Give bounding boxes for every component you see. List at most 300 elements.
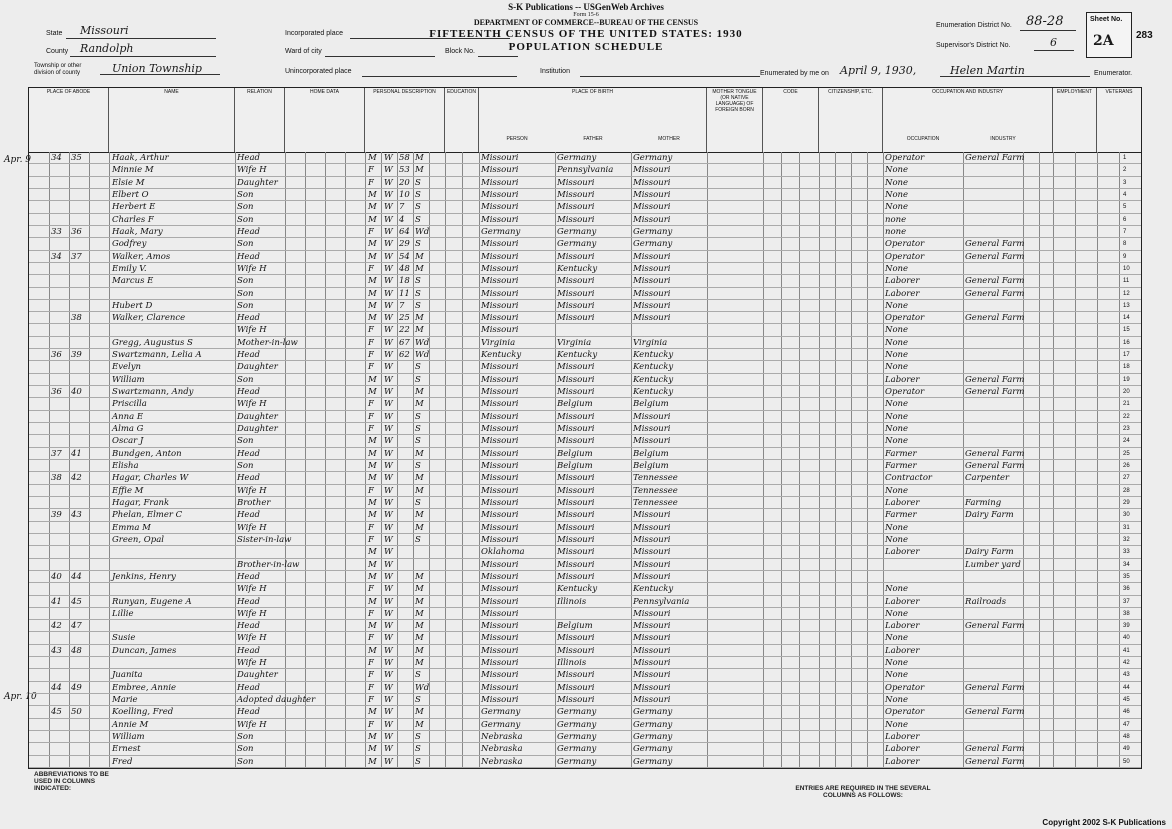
person-name: Elisha (112, 461, 139, 471)
age (399, 620, 413, 632)
population-table (28, 87, 1142, 769)
marital-status: M (415, 707, 424, 718)
race: W (384, 695, 393, 706)
dwelling-number: 41 (51, 596, 62, 607)
birthplace: Missouri (481, 608, 519, 619)
census-title: FIFTEENTH CENSUS OF THE UNITED STATES: 1930 (429, 28, 743, 40)
mother-birthplace: Germany (633, 239, 673, 250)
line-number: 27 (1123, 475, 1130, 482)
mother-birthplace: Germany (633, 153, 673, 163)
industry: General Farm (965, 251, 1025, 262)
mother-birthplace: Virginia (633, 337, 668, 348)
person-name: Koelling, Fred (112, 707, 174, 718)
occupation: None (885, 485, 909, 496)
person-name: Swartzmann, Lelia A (112, 350, 202, 361)
family-number (71, 337, 88, 349)
sex: M (368, 707, 377, 718)
industry: General Farm (965, 756, 1025, 767)
relation: Wife H (237, 658, 267, 669)
race: W (384, 337, 393, 348)
mother-birthplace: Germany (633, 707, 673, 718)
birthplace: Missouri (481, 522, 519, 533)
copyright: Copyright 2002 S-K Publications (1042, 818, 1166, 827)
father-birthplace: Germany (557, 226, 597, 237)
industry (965, 719, 1023, 731)
relation: Daughter (237, 670, 278, 681)
sex: M (368, 436, 377, 447)
sex: M (368, 251, 377, 262)
mother-birthplace: Germany (633, 732, 673, 743)
dwelling-number (51, 731, 68, 743)
father-birthplace: Missouri (557, 522, 595, 533)
relation: Head (237, 473, 260, 484)
relation: Head (237, 251, 260, 262)
person-name: Lillie (112, 608, 134, 619)
line-number: 37 (1123, 598, 1130, 605)
mother-birthplace: Missouri (633, 608, 671, 619)
abbreviations-title: ABBREVIATIONS TO BE USED IN COLUMNS INDICATED: (34, 771, 109, 792)
dwelling-number (51, 423, 68, 435)
father-birthplace: Belgium (557, 621, 593, 632)
person-name: Effie M (112, 485, 144, 496)
family-number (71, 608, 88, 620)
relation: Head (237, 313, 260, 324)
family-number (71, 546, 88, 558)
person-name: Elbert O (112, 189, 149, 200)
dwelling-number (51, 743, 68, 755)
age (399, 398, 413, 410)
sex: M (368, 732, 377, 743)
line-number: 20 (1123, 389, 1130, 396)
relation: Daughter (237, 424, 278, 435)
entries-title: ENTRIES ARE REQUIRED IN THE SEVERAL COLUMNS AS FOLLOWS: (795, 785, 931, 799)
sex: M (368, 239, 377, 250)
race: W (384, 239, 393, 250)
dwelling-number: 44 (51, 682, 62, 693)
industry (965, 411, 1023, 423)
occupation: Operator (885, 682, 925, 693)
family-number (71, 189, 88, 201)
mother-birthplace: Missouri (633, 670, 671, 681)
race: W (384, 251, 393, 262)
mother-birthplace: Missouri (633, 571, 671, 582)
occupation: None (885, 411, 909, 422)
age (399, 534, 413, 546)
birthplace: Missouri (481, 645, 519, 656)
relation: Wife H (237, 633, 267, 644)
state-value: Missouri (80, 24, 129, 37)
marital-status: M (415, 263, 424, 274)
line-number: 41 (1123, 647, 1130, 654)
marital-status: M (415, 621, 424, 632)
table-row (29, 312, 1141, 324)
age: 22 (399, 325, 410, 336)
father-birthplace: Missouri (557, 202, 595, 213)
table-row (29, 472, 1141, 484)
person-name: Emma M (112, 522, 151, 533)
age: 7 (399, 202, 405, 213)
race: W (384, 547, 393, 558)
father-birthplace: Missouri (557, 214, 595, 225)
relation: Daughter (237, 177, 278, 188)
age: 18 (399, 276, 410, 287)
family-number: 45 (71, 596, 82, 607)
birthplace: Missouri (481, 695, 519, 706)
township-label: Township or other division of county (34, 63, 82, 76)
mother-birthplace: Belgium (633, 448, 669, 459)
mother-birthplace: Missouri (633, 534, 671, 545)
dwelling-number (51, 435, 68, 447)
ed-label: Enumeration District No. (936, 22, 1012, 29)
header-place-of-abode: PLACE OF ABODE (29, 88, 109, 152)
sex: F (368, 337, 374, 348)
race: W (384, 658, 393, 669)
mother-birthplace: Missouri (633, 276, 671, 287)
table-row (29, 226, 1141, 238)
line-number: 13 (1123, 302, 1130, 309)
dwelling-number (51, 275, 68, 287)
table-row (29, 361, 1141, 373)
table-row (29, 596, 1141, 608)
family-number (71, 423, 88, 435)
father-birthplace: Germany (557, 719, 597, 730)
race: W (384, 461, 393, 471)
birthplace: Missouri (481, 633, 519, 644)
birthplace: Missouri (481, 362, 519, 373)
person-name (112, 657, 234, 669)
industry (965, 571, 1023, 583)
race: W (384, 596, 393, 607)
birthplace: Missouri (481, 251, 519, 262)
family-number: 47 (71, 621, 82, 632)
father-birthplace: Germany (557, 744, 597, 755)
family-number (71, 238, 88, 250)
person-name (112, 324, 234, 336)
age (399, 522, 413, 534)
sex: F (368, 177, 374, 188)
marital-status: S (415, 534, 421, 545)
birthplace: Missouri (481, 485, 519, 496)
person-name: Godfrey (112, 239, 147, 250)
marital-status: M (415, 399, 424, 410)
sex: M (368, 596, 377, 607)
relation: Head (237, 510, 260, 521)
person-name: Duncan, James (112, 645, 177, 656)
occupation: Laborer (885, 621, 920, 632)
line-number: 1 (1123, 155, 1127, 161)
dwelling-number: 36 (51, 350, 62, 361)
industry (965, 263, 1023, 275)
mother-birthplace: Germany (633, 744, 673, 755)
father-birthplace: Missouri (557, 534, 595, 545)
sex: F (368, 165, 374, 176)
industry: General Farm (965, 682, 1025, 693)
father-birthplace: Missouri (557, 251, 595, 262)
person-name: William (112, 732, 145, 743)
relation: Head (237, 350, 260, 361)
family-number (71, 263, 88, 275)
birthplace: Missouri (481, 670, 519, 681)
birthplace: Missouri (481, 448, 519, 459)
race: W (384, 214, 393, 225)
mother-birthplace: Missouri (633, 436, 671, 447)
industry: Farming (965, 497, 1002, 508)
age (399, 435, 413, 447)
birthplace: Missouri (481, 387, 519, 398)
line-number: 9 (1123, 253, 1127, 260)
person-name: Charles F (112, 214, 154, 225)
birthplace: Missouri (481, 325, 519, 336)
mother-birthplace: Missouri (633, 547, 671, 558)
industry (965, 398, 1023, 410)
person-name: Alma G (112, 424, 144, 435)
sex: F (368, 719, 374, 730)
occupation: None (885, 534, 909, 545)
person-name: Hubert D (112, 300, 153, 311)
race: W (384, 436, 393, 447)
margin-date-1: Apr. 9 (4, 155, 32, 165)
sex: F (368, 608, 374, 619)
person-name: William (112, 374, 145, 385)
table-row (29, 398, 1141, 410)
mother-birthplace: Belgium (633, 461, 669, 471)
line-number: 8 (1123, 241, 1127, 248)
dwelling-number (51, 694, 68, 706)
person-name: Susie (112, 633, 136, 644)
age (399, 546, 413, 558)
marital-status: S (415, 670, 421, 681)
table-row (29, 448, 1141, 460)
industry (965, 423, 1023, 435)
birthplace: Missouri (481, 621, 519, 632)
family-number: 49 (71, 682, 82, 693)
race: W (384, 719, 393, 730)
person-name: Bundgen, Anton (112, 448, 182, 459)
age (399, 448, 413, 460)
dwelling-number (51, 497, 68, 509)
header-education: EDUCATION (445, 88, 479, 152)
page-stamp: 283 (1136, 30, 1153, 41)
mother-birthplace: Germany (633, 226, 673, 237)
person-name (112, 559, 234, 571)
person-name: Fred (112, 756, 133, 767)
person-name: Haak, Mary (112, 226, 163, 237)
race: W (384, 374, 393, 385)
dwelling-number (51, 164, 68, 176)
age (399, 657, 413, 669)
line-number: 2 (1123, 167, 1127, 174)
header-mother-tongue: MOTHER TONGUE (OR NATIVE LANGUAGE) OF FOREIGN BORN (707, 88, 763, 152)
industry: General Farm (965, 239, 1025, 250)
person-name: Hagar, Charles W (112, 473, 189, 484)
sex: M (368, 153, 377, 163)
table-row (29, 706, 1141, 718)
line-number: 3 (1123, 179, 1127, 186)
dwelling-number (51, 177, 68, 189)
birthplace: Missouri (481, 584, 519, 595)
father-birthplace: Missouri (557, 497, 595, 508)
father-birthplace: Missouri (557, 547, 595, 558)
sex: M (368, 473, 377, 484)
line-number: 44 (1123, 684, 1130, 691)
family-number (71, 719, 88, 731)
birthplace: Missouri (481, 571, 519, 582)
occupation: none (885, 214, 907, 225)
line-number: 22 (1123, 413, 1130, 420)
table-row (29, 189, 1141, 201)
line-number: 14 (1123, 315, 1130, 322)
industry: General Farm (965, 621, 1025, 632)
line-number: 15 (1123, 327, 1130, 334)
table-row (29, 669, 1141, 681)
father-birthplace: Belgium (557, 461, 593, 471)
age: 29 (399, 239, 410, 250)
marital-status: S (415, 177, 421, 188)
dwelling-number (51, 546, 68, 558)
mother-birthplace: Kentucky (633, 374, 674, 385)
marital-status: S (415, 732, 421, 743)
dwelling-number (51, 361, 68, 373)
relation: Wife H (237, 263, 267, 274)
industry (965, 522, 1023, 534)
department-line: DEPARTMENT OF COMMERCE--BUREAU OF THE CENSUS (473, 18, 699, 27)
race: W (384, 325, 393, 336)
dwelling-number: 34 (51, 153, 62, 163)
occupation: Farmer (885, 448, 917, 459)
relation: Head (237, 596, 260, 607)
dwelling-number (51, 214, 68, 226)
dwelling-number (51, 719, 68, 731)
header-personal-description: PERSONAL DESCRIPTION (365, 88, 445, 152)
occupation: Laborer (885, 756, 920, 767)
person-name: Hagar, Frank (112, 497, 170, 508)
age (399, 386, 413, 398)
age: 67 (399, 337, 410, 348)
birthplace: Missouri (481, 534, 519, 545)
person-name: Swartzmann, Andy (112, 387, 194, 398)
table-row (29, 300, 1141, 312)
sex: F (368, 522, 374, 533)
line-number: 35 (1123, 573, 1130, 580)
marital-status: M (415, 596, 424, 607)
table-row (29, 435, 1141, 447)
race: W (384, 263, 393, 274)
sex: M (368, 497, 377, 508)
father-birthplace: Missouri (557, 559, 595, 570)
block-label: Block No. (445, 48, 475, 55)
header-person: PERSON (506, 136, 528, 142)
header-place-of-birth (479, 88, 707, 152)
industry (965, 645, 1023, 657)
age: 64 (399, 226, 410, 237)
table-row (29, 201, 1141, 213)
birthplace: Missouri (481, 436, 519, 447)
race: W (384, 313, 393, 324)
table-row (29, 756, 1141, 768)
race: W (384, 177, 393, 188)
line-number: 50 (1123, 758, 1130, 765)
dwelling-number (51, 632, 68, 644)
dwelling-number: 39 (51, 510, 62, 521)
header-veterans: VETERANS (1105, 89, 1133, 95)
sex: F (368, 399, 374, 410)
occupation: Laborer (885, 732, 920, 743)
line-number: 10 (1123, 265, 1130, 272)
sd-label: Supervisor's District No. (936, 42, 1011, 49)
marital-status (415, 559, 429, 571)
family-number (71, 669, 88, 681)
state-label: State (46, 30, 63, 37)
occupation: None (885, 436, 909, 447)
father-birthplace (557, 324, 630, 336)
enumerator-label: Enumerator. (1094, 70, 1133, 77)
race: W (384, 682, 393, 693)
marital-status: S (415, 695, 421, 706)
mother-birthplace: Missouri (633, 621, 671, 632)
family-number (71, 694, 88, 706)
dwelling-number: 45 (51, 707, 62, 718)
industry (965, 361, 1023, 373)
relation: Son (237, 756, 254, 767)
dwelling-number: 40 (51, 571, 62, 582)
table-row (29, 349, 1141, 361)
industry: General Farm (965, 313, 1025, 324)
father-birthplace: Missouri (557, 633, 595, 644)
race: W (384, 559, 393, 570)
line-number: 33 (1123, 549, 1130, 556)
father-birthplace: Missouri (557, 645, 595, 656)
industry (965, 435, 1023, 447)
race: W (384, 473, 393, 484)
marital-status: M (415, 571, 424, 582)
person-name (112, 583, 234, 595)
relation: Wife H (237, 325, 267, 336)
relation (237, 546, 284, 558)
table-row (29, 337, 1141, 349)
age: 54 (399, 251, 410, 262)
age (399, 559, 413, 571)
line-number: 48 (1123, 734, 1130, 741)
marital-status: M (415, 325, 424, 336)
marital-status: S (415, 436, 421, 447)
marital-status: M (415, 522, 424, 533)
table-row (29, 731, 1141, 743)
person-name: Embree, Annie (112, 682, 177, 693)
birthplace: Nebraska (481, 732, 523, 743)
institution-label: Institution (540, 68, 570, 75)
line-number: 26 (1123, 463, 1130, 469)
occupation: Laborer (885, 744, 920, 755)
person-name: Elsie M (112, 177, 145, 188)
mother-birthplace (633, 324, 706, 336)
footer (28, 769, 1140, 821)
header-occupation-industry (883, 88, 1053, 152)
age (399, 571, 413, 583)
race: W (384, 621, 393, 632)
person-name (112, 546, 234, 558)
age: 10 (399, 189, 410, 200)
birthplace: Missouri (481, 596, 519, 607)
line-number: 38 (1123, 610, 1130, 617)
birthplace: Missouri (481, 559, 519, 570)
birthplace: Missouri (481, 202, 519, 213)
age (399, 682, 413, 694)
person-name: Gregg, Augustus S (112, 337, 193, 348)
age: 4 (399, 214, 405, 225)
mother-birthplace: Tennessee (633, 473, 678, 484)
family-number (71, 398, 88, 410)
sheet-value: 2A (1093, 33, 1114, 49)
